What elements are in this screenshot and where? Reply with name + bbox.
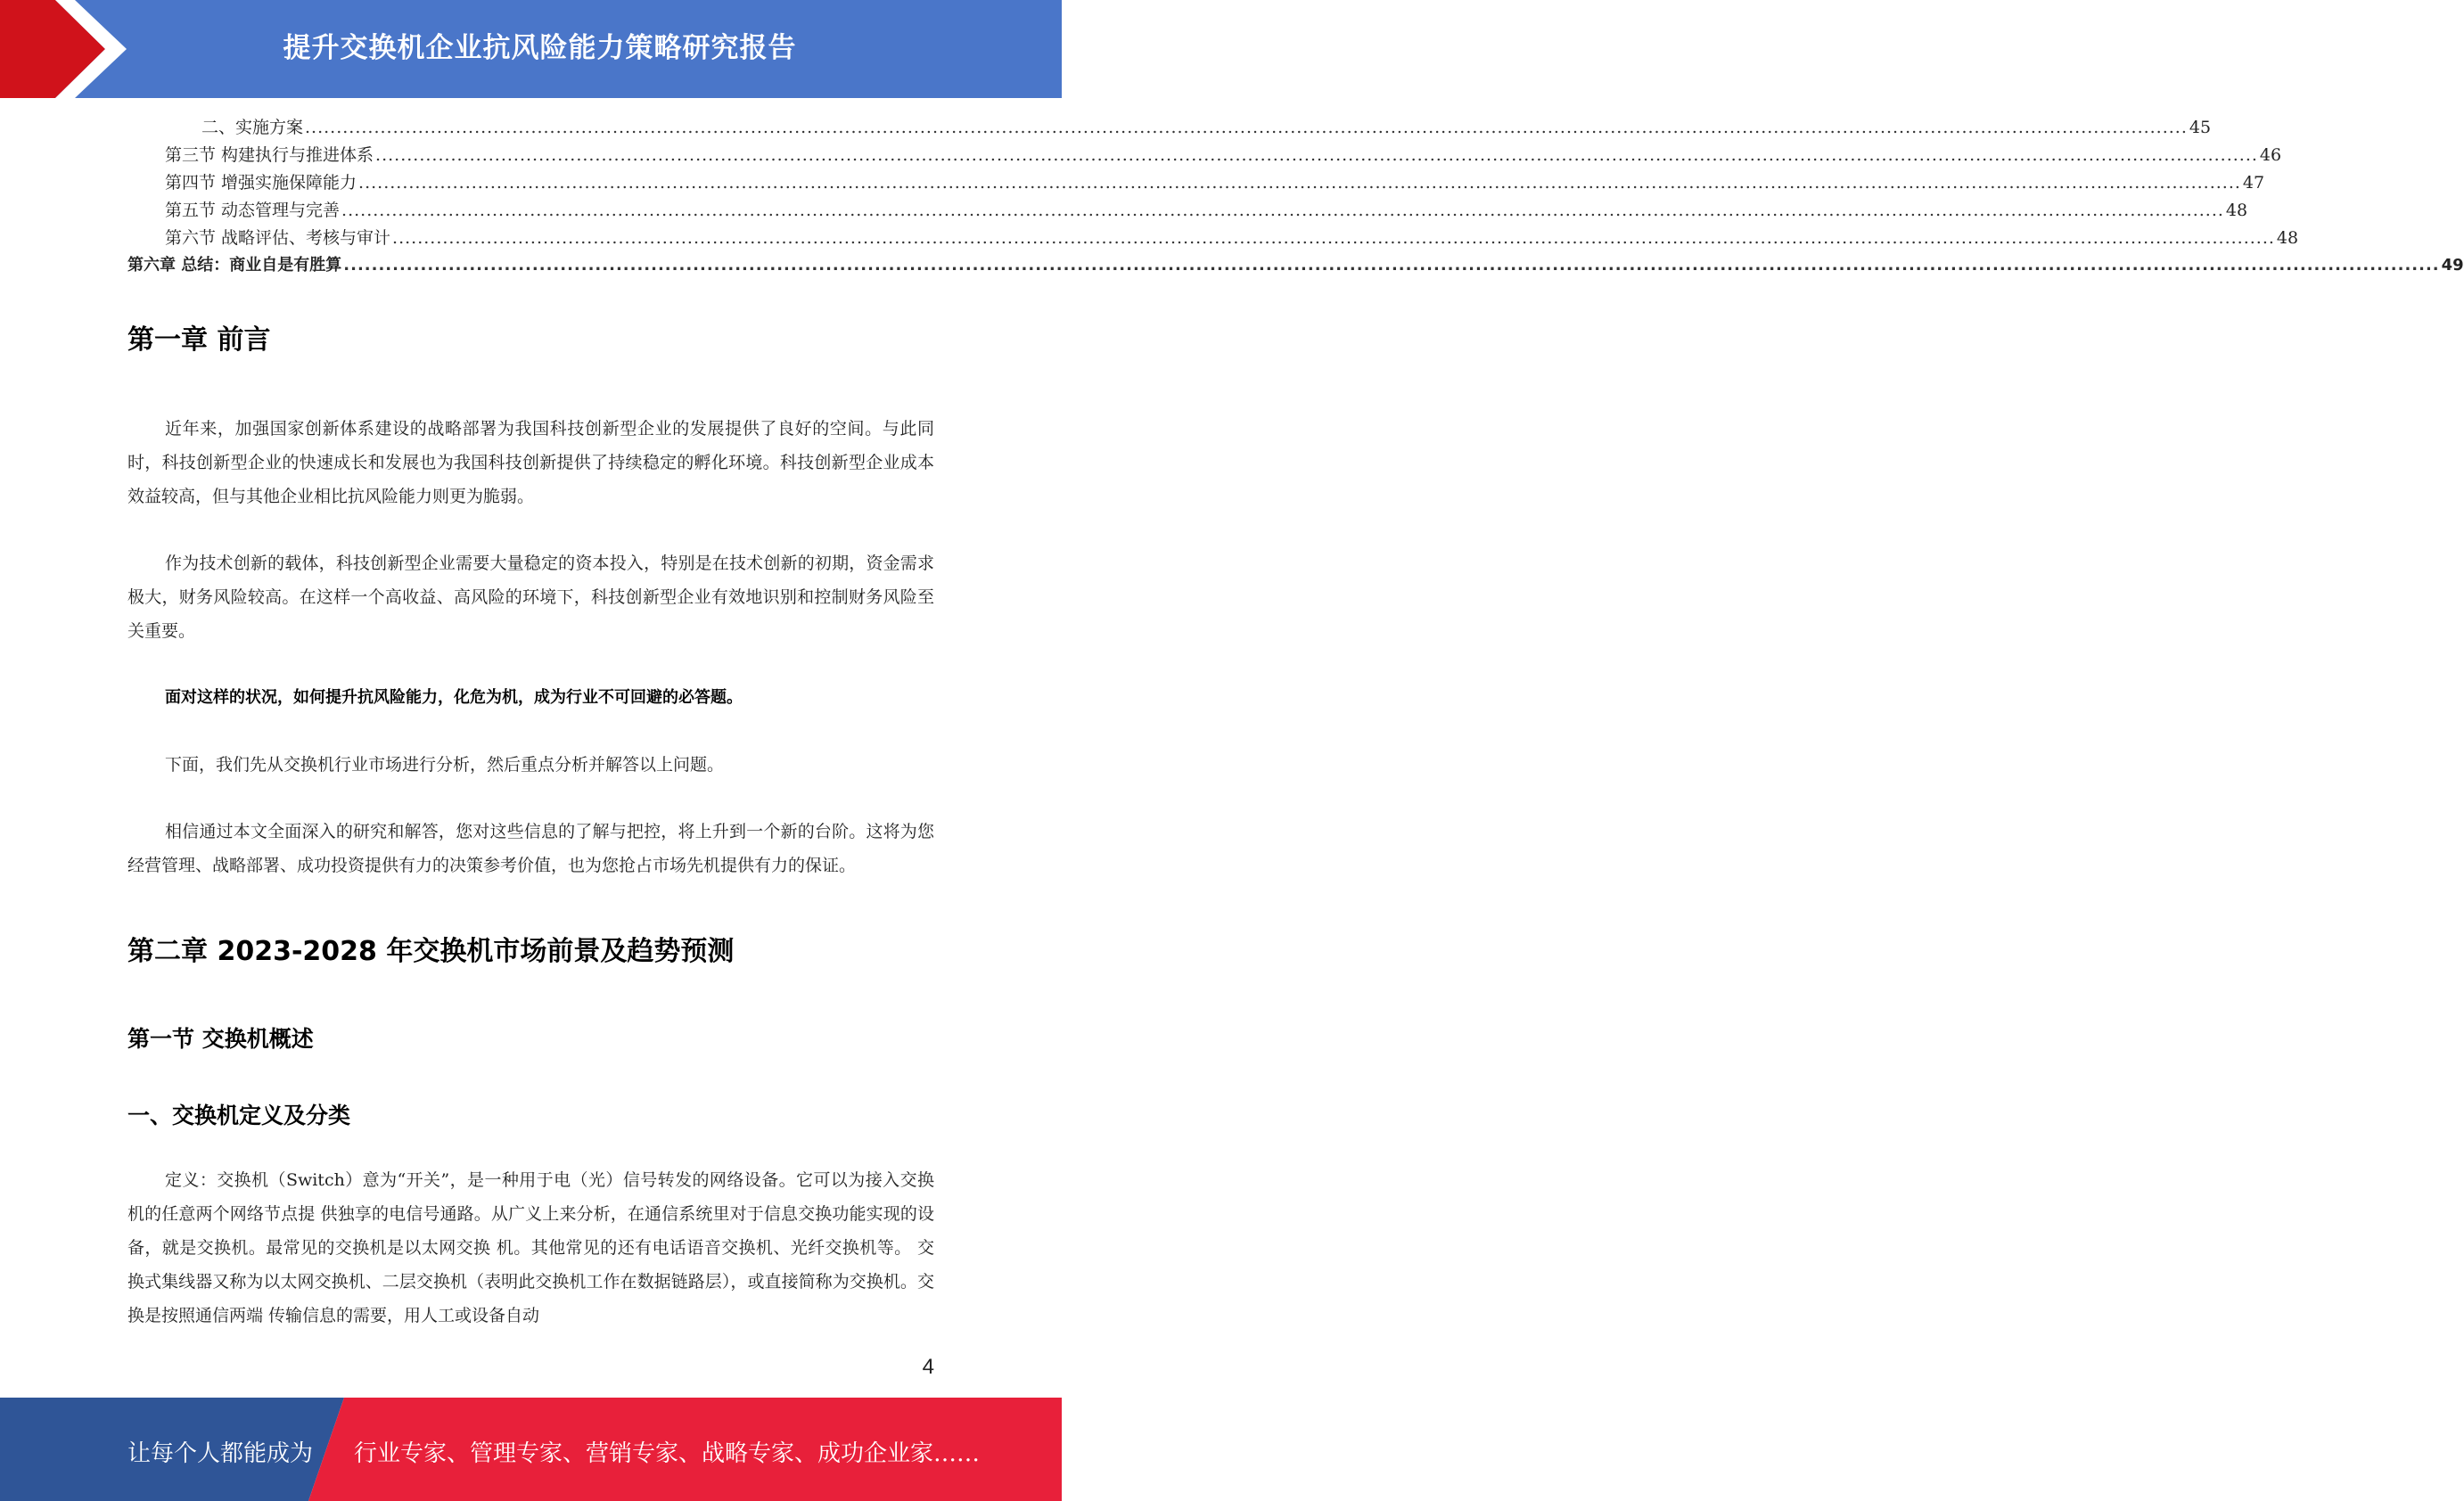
main-content: [127, 317, 934, 1333]
footer-tail-text: 行业专家、管理专家、营销专家、战略专家、成功企业家……: [354, 1440, 981, 1467]
toc-leader-dots: ............................................................................................................................................................................................................................................................................................................: [375, 145, 2258, 165]
paragraph: 定义：交换机（Switch）意为“开关”，是一种用于电（光）信号转发的网络设备。它可以为接入交换机的任意两个网络节点提 供独享的电信号通路。从广义上来分析，在通信系统里对于信息交换功能实现的设备，就是交换机。最常见的交换机是以太网交换 机。其他常见的还有电话语音交换机、光纤交换机等。 交换式集线器又称为以太网交换机、二层交换机（表明此交换机工作在数据链路层），或直接简称为交换机。交换是按照通信两端 传输信息的需要，用人工或设备自动: [127, 1170, 934, 1325]
toc-entry-page: 48: [2276, 228, 2299, 248]
page-number: 4: [922, 1355, 934, 1379]
chapter-heading: 第一章 前言: [127, 324, 271, 356]
emphasis-paragraph: 面对这样的状况，如何提升抗风险能力，化危为机，成为行业不可回避的必答题。: [165, 688, 743, 707]
page-header: [0, 0, 1062, 98]
toc-entry[interactable]: [127, 225, 2299, 252]
toc-entry[interactable]: [127, 252, 2464, 280]
paragraph: 近年来，加强国家创新体系建设的战略部署为我国科技创新型企业的发展提供了良好的空间。与此同时，科技创新型企业的快速成长和发展也为我国科技创新提供了持续稳定的孵化环境。科技创新型企业成本效益较高，但与其他企业相比抗风险能力则更为脆弱。: [127, 419, 934, 506]
toc-entry-page: 46: [2259, 145, 2282, 165]
toc-entry[interactable]: [127, 169, 2265, 197]
toc-entry[interactable]: [127, 142, 2282, 169]
toc-leader-dots: ............................................................................................................................................................................................................................................................................................................: [341, 201, 2224, 220]
toc-entry-label: 第三节 构建执行与推进体系: [165, 145, 374, 165]
footer-lead-text: 让每个人都能成为: [127, 1440, 314, 1467]
header-title: 提升交换机企业抗风险能力策略研究报告: [283, 32, 797, 64]
toc-entry-page: 47: [2242, 173, 2265, 193]
toc-leader-dots: ............................................................................................................................................................................................................................................................................................................: [392, 228, 2275, 248]
toc-entry-label: 二、实施方案: [201, 118, 304, 137]
toc-leader-dots: ............................................................................................................................................................................................................................................................................................................: [305, 118, 2188, 137]
section-heading: 第一节 交换机概述: [127, 1026, 314, 1052]
chapter-heading: 第二章 2023-2028 年交换机市场前景及趋势预测: [127, 936, 735, 967]
toc-leader-dots: ............................................................................................................................................................................................................................................................................................................: [358, 173, 2241, 193]
paragraph: 作为技术创新的载体，科技创新型企业需要大量稳定的资本投入，特别是在技术创新的初期，资金需求极大，财务风险较高。在这样一个高收益、高风险的环境下，科技创新型企业有效地识别和控制财务风险至关重要。: [127, 554, 934, 641]
toc-leader-dots: ............................................................................................................................................................................................................................................................................................................: [343, 256, 2440, 275]
paragraph: 相信通过本文全面深入的研究和解答，您对这些信息的了解与把控，将上升到一个新的台阶。这将为您经营管理、战略部署、成功投资提供有力的决策参考价值，也为您抢占市场先机提供有力的保证。: [127, 822, 934, 875]
toc-entry-label: 第四节 增强实施保障能力: [165, 173, 357, 193]
toc-entry-label: 第六节 战略评估、考核与审计: [165, 228, 391, 248]
toc-entry-label: 第五节 动态管理与完善: [165, 201, 341, 220]
toc-entry-page: 45: [2189, 118, 2212, 137]
subsection-heading: 一、交换机定义及分类: [127, 1103, 351, 1128]
toc-entry-page: 49: [2441, 256, 2464, 275]
table-of-contents: [127, 114, 2464, 280]
page-footer: [0, 1398, 1062, 1501]
toc-entry-label: 第六章 总结：商业自是有胜算: [127, 256, 342, 275]
toc-entry[interactable]: [127, 114, 2212, 142]
paragraph: 下面，我们先从交换机行业市场进行分析，然后重点分析并解答以上问题。: [165, 755, 725, 775]
toc-entry-page: 48: [2225, 201, 2248, 220]
toc-entry[interactable]: [127, 197, 2248, 225]
